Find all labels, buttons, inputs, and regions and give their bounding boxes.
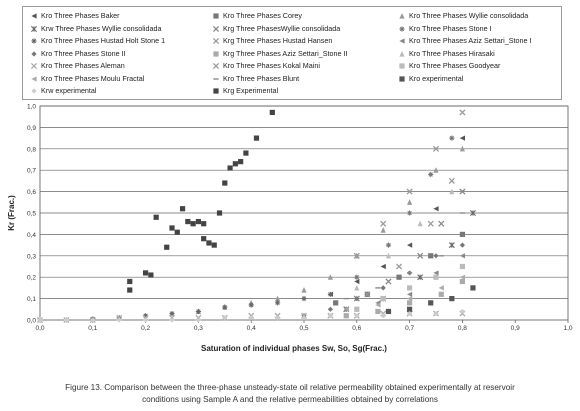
data-point <box>428 300 433 305</box>
legend-marker-shape <box>31 38 36 43</box>
data-point <box>206 240 211 245</box>
data-point <box>212 243 217 248</box>
data-point <box>148 272 153 277</box>
x-tick-label: 0,1 <box>88 325 98 332</box>
data-point <box>127 279 132 284</box>
legend-label: Kro experimental <box>409 73 464 83</box>
data-point <box>386 243 391 248</box>
data-point <box>238 159 243 164</box>
legend-label: Krg Three Phases Aziz Settari_Stone II <box>223 48 348 58</box>
data-point <box>433 275 438 280</box>
legend-label: Kro Three Phases Corey <box>223 11 302 20</box>
data-point <box>407 285 412 290</box>
data-point <box>127 287 132 292</box>
legend-marker <box>29 24 39 34</box>
legend-marker-shape <box>213 26 218 31</box>
x-tick-label: 0,6 <box>352 325 362 332</box>
legend-label: Kro Three Phases Hustad Holt Stone 1 <box>41 36 166 45</box>
data-point <box>217 210 222 215</box>
caption-line-2: conditions using Sample A and the relative permeabilities obtained by correlations <box>142 395 438 404</box>
y-tick-label: 0,0 <box>26 317 36 325</box>
legend-label: Kro Three Phases Stone II <box>41 48 126 58</box>
legend-marker-shape <box>213 38 218 43</box>
x-tick-label: 0,2 <box>141 325 151 332</box>
legend-label: Kro Three Phases Stone I <box>409 23 492 33</box>
data-point <box>344 313 349 318</box>
data-point <box>428 172 433 177</box>
legend-marker-shape <box>399 38 404 43</box>
legend-label: Kro Three Phases Kokal Maini <box>223 61 320 70</box>
data-point <box>164 245 169 250</box>
legend-label: Krw Three Phases Wyllie consolidada <box>41 23 162 33</box>
x-tick-label: 1,0 <box>563 325 573 332</box>
y-tick-label: 0,3 <box>26 253 36 261</box>
legend-marker-shape <box>399 26 404 31</box>
data-point <box>196 219 201 224</box>
data-point <box>254 136 259 141</box>
legend-marker-shape <box>213 51 218 56</box>
y-tick-label: 0,8 <box>26 146 36 154</box>
data-point <box>344 298 349 299</box>
y-tick-label: 0,5 <box>26 210 36 218</box>
legend-marker <box>211 74 221 84</box>
data-point <box>227 165 232 170</box>
y-axis-label: Kr (Frac.) <box>7 195 16 231</box>
data-point <box>375 287 380 288</box>
legend-label: Kro Three Phases Aziz Settari_Stone I <box>409 36 532 45</box>
data-point <box>354 275 359 280</box>
data-point <box>201 221 206 226</box>
legend-label: Krg Experimental <box>223 86 279 95</box>
figure-caption <box>14 382 566 406</box>
data-point <box>407 300 412 305</box>
legend-label: Kro Three Phases Blunt <box>223 73 300 83</box>
legend-marker <box>211 86 221 96</box>
x-axis-label: Saturation of individual phases Sw, So, Sg(Frac.) <box>201 344 387 353</box>
data-point <box>439 292 444 297</box>
data-point <box>449 136 454 141</box>
legend-marker-shape <box>399 13 404 19</box>
legend-marker <box>211 11 221 21</box>
data-point <box>386 309 391 314</box>
data-point <box>396 275 401 280</box>
legend-label: Kro Three Phases Aleman <box>41 61 125 70</box>
legend-marker <box>397 61 407 71</box>
x-tick-label: 0,0 <box>35 325 45 332</box>
legend-marker-shape <box>399 51 404 57</box>
legend-marker <box>397 24 407 34</box>
legend-marker-shape <box>31 13 36 18</box>
data-point <box>354 307 359 312</box>
data-point <box>169 225 174 230</box>
data-point <box>428 253 433 258</box>
legend-marker-shape <box>213 13 218 18</box>
data-point <box>407 272 412 273</box>
x-tick-label: 0,4 <box>246 325 256 332</box>
legend-marker <box>29 36 39 46</box>
data-point <box>233 161 238 166</box>
x-tick-label: 0,3 <box>193 325 203 332</box>
x-tick-label: 0,7 <box>405 325 415 332</box>
legend-marker-shape <box>213 63 218 68</box>
data-point <box>270 110 275 115</box>
legend-label: Kro Three Phases Hirasaki <box>409 48 495 58</box>
legend-label: Kro Three Phases Moulu Fractal <box>41 73 145 83</box>
data-point <box>460 279 465 284</box>
legend-marker-shape <box>213 88 218 93</box>
data-point <box>201 236 206 241</box>
legend-marker <box>397 49 407 59</box>
legend-marker <box>29 49 39 59</box>
data-point <box>449 296 454 301</box>
data-point <box>243 150 248 155</box>
data-point <box>275 300 280 305</box>
legend-label: Krg Three PhasesWyllie consolidada <box>223 23 341 33</box>
y-tick-label: 0,4 <box>26 231 36 239</box>
data-point <box>328 292 333 297</box>
data-point <box>333 300 338 305</box>
data-point <box>222 180 227 185</box>
legend-marker-shape <box>399 76 404 81</box>
data-point <box>175 230 180 235</box>
data-point <box>460 212 465 213</box>
y-tick-label: 0,2 <box>26 274 36 282</box>
caption-line-1: Figure 13. Comparison between the three-phase unsteady-state oil relative permeability obtained experimentally at reservoir <box>65 383 515 392</box>
legend-marker <box>397 74 407 84</box>
y-tick-label: 1,0 <box>26 103 36 111</box>
y-tick-label: 0,7 <box>26 167 36 175</box>
legend-marker-shape <box>31 51 36 56</box>
legend-marker <box>397 11 407 21</box>
data-point <box>143 270 148 275</box>
legend-marker-shape <box>31 76 36 81</box>
y-tick-label: 0,6 <box>26 189 36 197</box>
y-tick-label: 0,9 <box>26 124 36 132</box>
legend-label: Krw experimental <box>41 86 97 95</box>
legend-marker <box>29 86 39 96</box>
legend-marker <box>211 61 221 71</box>
legend-marker-shape <box>213 78 218 79</box>
legend-marker <box>29 74 39 84</box>
data-point <box>381 296 386 301</box>
data-point <box>375 309 380 314</box>
legend-label: Kro Three Phases Goodyear <box>409 61 501 70</box>
legend-marker-shape <box>399 63 404 68</box>
legend-label: Kro Three Phases Baker <box>41 11 120 20</box>
legend-marker <box>29 11 39 21</box>
legend-label: Kro Three Phases Wyllie consolidada <box>409 11 529 20</box>
legend-marker-shape <box>31 26 36 31</box>
scatter-chart <box>0 98 580 378</box>
legend-marker <box>211 49 221 59</box>
legend-marker-shape <box>31 88 36 93</box>
legend-marker <box>211 24 221 34</box>
data-point <box>439 255 444 256</box>
legend-label: Krg Three Phases Hustad Hansen <box>223 36 333 45</box>
data-point <box>191 221 196 226</box>
data-point <box>470 285 475 290</box>
y-tick-label: 0,1 <box>26 296 36 304</box>
data-point <box>154 215 159 220</box>
data-point <box>460 232 465 237</box>
x-tick-label: 0,8 <box>457 325 467 332</box>
chart-legend <box>22 6 562 100</box>
data-point <box>185 219 190 224</box>
legend-marker <box>397 36 407 46</box>
data-point <box>460 264 465 269</box>
legend-marker <box>29 61 39 71</box>
x-tick-label: 0,5 <box>299 325 309 332</box>
data-point <box>196 309 201 314</box>
legend-marker <box>211 36 221 46</box>
data-point <box>180 206 185 211</box>
x-tick-label: 0,9 <box>510 325 520 332</box>
legend-marker-shape <box>31 63 36 68</box>
